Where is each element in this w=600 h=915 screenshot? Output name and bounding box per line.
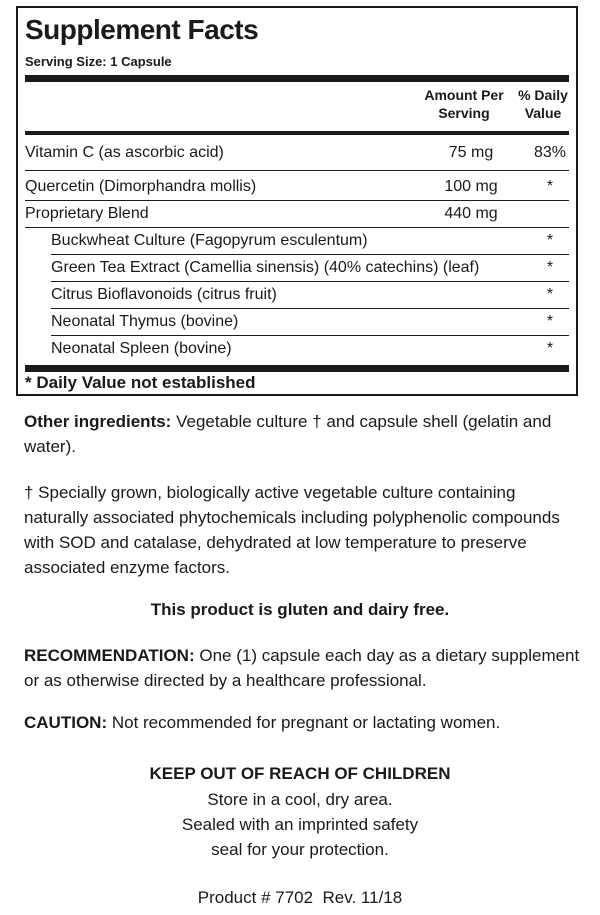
- footer-bar: [25, 365, 569, 372]
- ingredient-name: Neonatal Spleen (bovine): [51, 340, 232, 357]
- recommendation-text: One (1) capsule each day as a dietary supplement or as otherwise directed by a healthcare professional.: [24, 646, 580, 690]
- ingredient-name: Buckwheat Culture (Fagopyrum esculentum): [51, 232, 368, 249]
- serving-size: Serving Size: 1 Capsule: [25, 54, 172, 69]
- nutrient-amount: 100 mg: [444, 178, 498, 195]
- daily-value-header: [512, 86, 574, 122]
- blend-ingredient-row: [25, 309, 569, 335]
- row-divider: [25, 170, 569, 171]
- storage-line-3: seal for your protection.: [211, 840, 389, 859]
- nutrient-amount: 75 mg: [448, 144, 494, 161]
- ingredient-dv: *: [546, 286, 554, 303]
- caution-label: CAUTION:: [24, 713, 108, 732]
- nutrient-dv: 83%: [533, 144, 567, 161]
- amount-per-serving-header: [414, 86, 514, 122]
- caution: [24, 710, 580, 735]
- other-ingredients: [24, 409, 580, 459]
- ingredient-name: Green Tea Extract (Camellia sinensis) (40% catechins) (leaf): [51, 259, 480, 276]
- nutrient-name: Vitamin C (as ascorbic acid): [25, 144, 224, 161]
- storage-line-2: Sealed with an imprinted safety: [181, 815, 419, 834]
- ingredient-name: Neonatal Thymus (bovine): [51, 313, 239, 330]
- ingredient-dv: *: [546, 340, 554, 357]
- ingredient-dv: *: [546, 259, 554, 276]
- ingredient-dv: *: [546, 313, 554, 330]
- header-bar: [25, 75, 569, 82]
- amount-header-text: Amount Per Serving: [424, 87, 504, 121]
- storage-line-1: Store in a cool, dry area.: [207, 790, 393, 809]
- ingredient-dv: *: [546, 232, 554, 249]
- caution-text: Not recommended for pregnant or lactating women.: [107, 713, 501, 732]
- culture-note: † Specially grown, biologically active vegetable culture containing naturally associated phytochemicals including polyphenolic compounds with SOD and catalase, dehydrated at low temperature to preserve associated enzyme factors.: [24, 483, 560, 577]
- nutrient-row: [25, 140, 569, 166]
- daily-value-footnote: * Daily Value not established: [25, 373, 256, 392]
- columns-bar: [25, 131, 569, 135]
- facts-title: Supplement Facts: [25, 14, 259, 45]
- other-ingredients-text: Vegetable culture † and capsule shell (gelatin and water).: [24, 412, 552, 456]
- blend-ingredient-row: [25, 282, 569, 308]
- nutrient-amount: 440 mg: [444, 205, 498, 222]
- product-number: Product # 7702 Rev. 11/18: [197, 888, 403, 907]
- nutrient-row: [25, 201, 569, 227]
- blend-ingredient-row: [25, 336, 569, 362]
- nutrient-name: Quercetin (Dimorphandra mollis): [25, 178, 257, 195]
- ingredient-name: Citrus Bioflavonoids (citrus fruit): [51, 286, 277, 303]
- nutrient-row: [25, 174, 569, 200]
- supplement-facts-panel: [16, 6, 578, 396]
- children-warning: KEEP OUT OF REACH OF CHILDREN: [149, 764, 451, 783]
- gluten-dairy-note: This product is gluten and dairy free.: [150, 600, 450, 619]
- blend-ingredient-row: [25, 255, 569, 281]
- dv-header-text: % Daily Value: [518, 87, 568, 121]
- blend-ingredient-row: [25, 228, 569, 254]
- nutrient-name: Proprietary Blend: [25, 205, 149, 222]
- nutrient-dv: *: [546, 178, 554, 195]
- other-ingredients-label: Other ingredients:: [24, 412, 172, 431]
- recommendation: [24, 643, 580, 693]
- recommendation-label: RECOMMENDATION:: [24, 646, 195, 665]
